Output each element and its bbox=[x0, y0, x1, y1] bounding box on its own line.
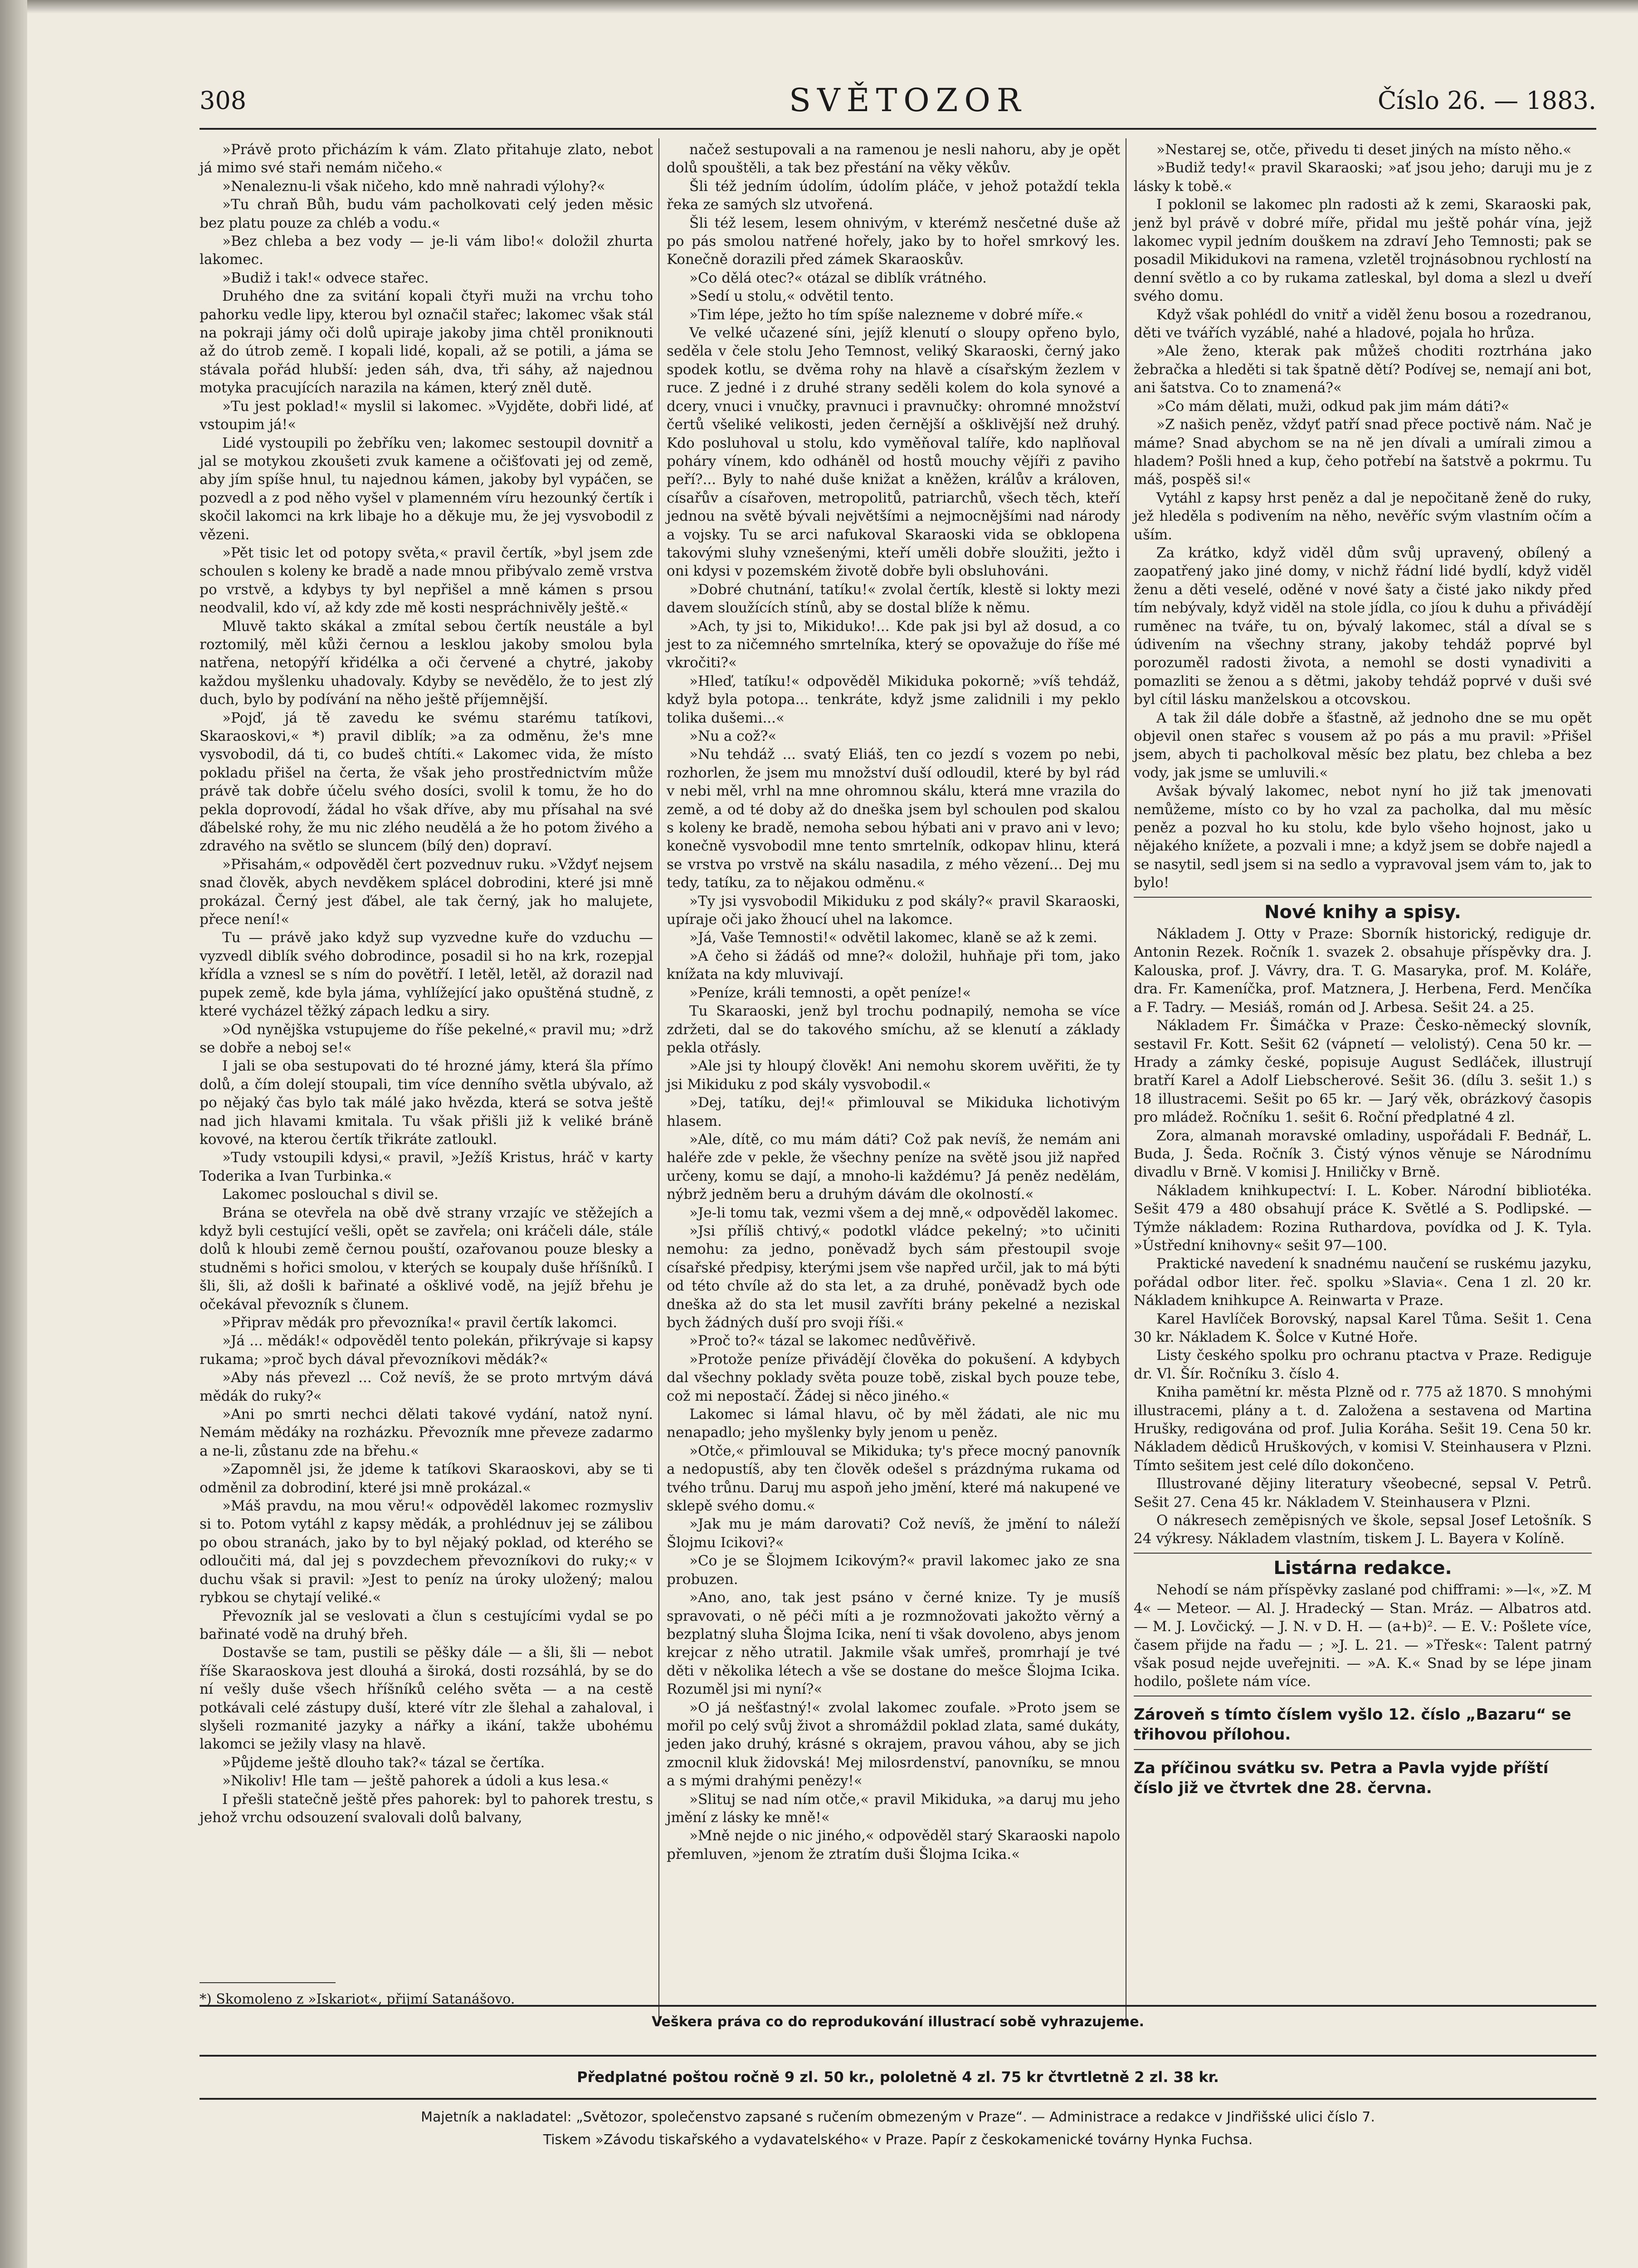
book-entry: Kniha pamětní kr. města Plzně od r. 775 až 1870. S mnohými illustracemi, plány a t. d. Založena a sestavena od Martina Hrušky, redigována od prof. Julia Koráha. Sešit 19. Cena 50 kr. Nákladem dědiců Hruškových, v komisi V. Steinhausera v Plzni. Tímto sešitem jest celé dílo dokončeno. bbox=[1134, 1384, 1592, 1474]
story-paragraph: »Dobré chutnání, tatíku!« zvolal čertík, klestě si lokty mezi davem sloužících stínů, aby se dostal blíže k němu. bbox=[667, 581, 1120, 616]
story-paragraph: »A čeho si žádáš od mne?« doložil, huhňaje při tom, jako knížata na kdy mluvivají. bbox=[667, 948, 1120, 983]
story-paragraph: »Aby nás převezl ... Což nevíš, že se proto mrtvým dává mědák do ruky?« bbox=[200, 1369, 653, 1404]
story-paragraph: »Co je se Šlojmem Icikovým?« pravil lakomec jako ze sna probuzen. bbox=[667, 1553, 1120, 1588]
story-paragraph: »Otče,« přimlouval se Mikiduka; ty's přece mocný panovník a nedopustíš, aby ten člověk odešel s prázdnýma rukama od tvého trůnu. Daruj mu aspoň jeho jmění, které má nakupené ve sklepě svého domu.« bbox=[667, 1442, 1120, 1515]
books-section-title: Nové knihy a spisy. bbox=[1264, 901, 1461, 923]
footer-rule-2 bbox=[200, 2055, 1596, 2057]
book-entry: Listy českého spolku pro ochranu ptactva v Praze. Rediguje dr. Vl. Šír. Ročníku 3. číslo 4. bbox=[1134, 1347, 1592, 1382]
story-paragraph: »Z našich peněz, vždyť patří snad přece poctivě nám. Nač je máme? Snad abychom se na ně jen dívali a umírali zimou a hladem? Pošli hned a kup, čeho potřebí na šatstvě a pokrmu. Tu máš, pospěš si!« bbox=[1134, 416, 1592, 488]
scan-shadow-top bbox=[0, 0, 1638, 14]
story-paragraph: »Protože peníze přivádějí člověka do pokušení. A kdybych dal všechny poklady světa pouze tobě, ziskal bych pouze tebe, což mi nepostačí. Žádej si něco jiného.« bbox=[667, 1351, 1120, 1404]
listarna-text: Nehodí se nám příspěvky zaslané pod chifframi: »—l«, »Z. M 4« — Meteor. — Al. J. Hradecký — Stan. Mráz. — Albatros atd. — M. J. Lovčický. — J. N. v D. H. — (a+b)². — E. V.: Pošlete více, časem přijde na řadu — ; »J. L. 21. — »Třesk«: Talent patrný však posud nejde uveřejniti. — »A. K.« Snad by se lépe jinam hodilo, pošlete nám více. bbox=[1134, 1582, 1592, 1690]
column-3 bbox=[1134, 141, 1592, 1798]
story-paragraph: »Ty jsi vysvobodil Mikiduku z pod skály?« pravil Skaraoski, upíraje oči jako žhoucí uhel na lakomce. bbox=[667, 893, 1120, 928]
story-paragraph: »Dej, tatíku, dej!« přimlouval se Mikiduka lichotivým hlasem. bbox=[667, 1095, 1120, 1129]
story-paragraph: Brána se otevřela na obě dvě strany vrzajíc ve stěžejích a když byli cestující vešli, opět se zavřela; oni kráčeli dále, stále dolů k hloubi země černou pouští, ozařovanou pouze blesky a studněmi s hořici smolou, v kterých se koupaly duše hříšníků. I šli, šli, až došli k bařinaté a ošklivé vodě, na jejíž břehu je očekával převozník s člunem. bbox=[200, 1204, 653, 1313]
story-paragraph: »Hleď, tatíku!« odpověděl Mikiduka pokorně; »víš tehdáž, když byla potopa... tenkráte, když jsme zalidnili i my peklo tolika dušemi...« bbox=[667, 673, 1120, 726]
story-paragraph: Lakomec poslouchal s divil se. bbox=[222, 1186, 439, 1203]
story-paragraph: »Nu a což?« bbox=[689, 728, 777, 744]
rights-notice: Veškera práva co do reprodukování illustrací sobě vyhrazujeme. bbox=[651, 2014, 1145, 2030]
issue-number: Číslo 26. — 1883. bbox=[1377, 86, 1596, 115]
story-paragraph: Avšak bývalý lakomec, nebot nyní ho již tak jmenovati nemůžeme, místo co by ho vzal za pacholka, dal mu měsíc peněz a pozval ho ku stolu, kde bylo všeho hojnost, jako u nějakého knížete, a pozvali i mne; a když jsem se dobře najedl a se nasytil, sedl jsem si na sedlo a vypravoval jsem vám to, jak to bylo! bbox=[1134, 783, 1592, 891]
masthead-title: SVĚTOZOR bbox=[789, 82, 1027, 119]
story-paragraph: Šli též jedním údolím, údolím pláče, v jehož potaždí tekla řeka ze samých slz utvořená. bbox=[667, 178, 1120, 213]
story-paragraph: »Sedí u stolu,« odvětil tento. bbox=[689, 288, 894, 305]
footer-rule-3 bbox=[200, 2098, 1596, 2100]
story-paragraph: »Tu chraň Bůh, budu vám pacholkovati celý jeden měsic bez platu pouze za chléb a vodu.« bbox=[200, 196, 653, 231]
story-paragraph: »Bez chleba a bez vody — je-li vám libo!« doložil zhurta lakomec. bbox=[200, 233, 653, 268]
story-paragraph: Když však pohlédl do vnitř a viděl ženu bosou a rozedranou, děti ve tvářích vyzáblé, nahé a hladové, pojala ho hrůza. bbox=[1134, 306, 1592, 342]
book-entry: Praktické navedení k snadnému naučení se ruskému jazyku, pořádal odbor liter. řeč. spolku »Slavia«. Cena 1 zl. 20 kr. Nákladem knihkupce A. Reinwarta v Praze. bbox=[1134, 1256, 1592, 1309]
story-paragraph: »Půjdeme ještě dlouho tak?« tázal se čertíka. bbox=[222, 1754, 545, 1771]
story-paragraph: »Nenaleznu-li však ničeho, kdo mně nahradi výlohy?« bbox=[222, 178, 605, 195]
story-paragraph: Lakomec si lámal hlavu, oč by měl žádati, ale nic mu nenapadlo; jeho myšlenky byly jenom u peněz. bbox=[667, 1406, 1120, 1441]
story-paragraph: »Ano, ano, tak jest psáno v černé knize. Ty je musíš spravovati, o ně péči míti a je rozmnožovati jakožto věrný a bezplatný sluha Šlojma Icika, není ti však dovoleno, abys jenom krejcar z něho utratil. Jakmile však umřeš, promrhají je tvé děti v několika létech a vše se dostane do mešce Šlojma Icika. Rozuměl jsi mi nyní?« bbox=[667, 1589, 1120, 1698]
story-paragraph: »Je-li tomu tak, vezmi všem a dej mně,« odpověděl lakomec. bbox=[689, 1204, 1119, 1221]
story-paragraph: »Máš pravdu, na mou věru!« odpověděl lakomec rozmysliv si to. Potom vytáhl z kapsy mědák, a prohlédnuv jej se zálibou po obou stranách, jako by to byl nějaký poklad, od kterého se odloučiti má, dal jej s povzdechem převozníkovi do ruky;« v duchu však si pravil: »Jest to peníz na úroky uložený; malou rybkou se chytají veliké.« bbox=[200, 1498, 653, 1606]
story-paragraph: »Ach, ty jsi to, Mikiduko!... Kde pak jsi byl až dosud, a co jest to za ničemného smrtelníka, který se opovažuje do říše mé vkročiti?« bbox=[667, 618, 1120, 671]
story-paragraph: »Ale, dítě, co mu mám dáti? Což pak nevíš, že nemám ani haléře zde v pekle, že všechny peníze na světě jsou již napřed určeny, komu se dají, a mnoho-li každému? Já peněz nedělám, nýbrž jedněm beru a druhým dávám dle okolností.« bbox=[667, 1131, 1120, 1203]
story-paragraph: »Mně nejde o nic jiného,« odpověděl starý Skaraoski napolo přemluven, »jenom že ztratím duši Šlojma Icika.« bbox=[667, 1828, 1120, 1862]
story-paragraph: A tak žil dále dobře a šťastně, až jednoho dne se mu opět objevil onen stařec s vousem až po pás a mu pravil: »Přišel jsem, abych ti pacholkoval měsíc bez platu, bez chleba a bez vody, jak jsme se umluvili.« bbox=[1134, 709, 1592, 781]
book-entry: O nákresech zeměpisných ve škole, sepsal Josef Letošník. S 24 výkresy. Nákladem vlastním, tiskem J. L. Bayera v Kolíně. bbox=[1134, 1512, 1592, 1547]
subscription-line: Předplatné poštou ročně 9 zl. 50 kr., pololetně 4 zl. 75 kr čtvrtletně 2 zl. 38 kr. bbox=[577, 2068, 1219, 2086]
page-header bbox=[200, 82, 1596, 132]
story-paragraph: »Tu jest poklad!« myslil si lakomec. »Vyjděte, dobři lidé, ať vstoupim já!« bbox=[200, 398, 653, 433]
book-entry: Illustrované dějiny literatury všeobecné, sepsal V. Petrů. Sešit 27. Cena 45 kr. Nákladem V. Steinhausera v Plzni. bbox=[1134, 1476, 1592, 1510]
story-paragraph: Dostavše se tam, pustili se pěšky dále — a šli, šli — nebot říše Skaraoskova jest dlouhá a široká, dosti rozsáhlá, by se do ní vešly duše všech hříšníků celého světa — a na cestě potkávali celé zástupy duší, které vítr zle šlehal a zahaloval, i slyšeli rozmanité jazyky a nářky a ikání, takže ubohému lakomci se ježily vlasy na hlavě. bbox=[200, 1644, 653, 1753]
story-paragraph: »Budiž tedy!« pravil Skaraoski; »ať jsou jeho; daruji mu je z lásky k tobě.« bbox=[1134, 160, 1592, 195]
story-paragraph: »Jak mu je mám darovati? Což nevíš, že jmění to náleží Šlojmu Icikovi?« bbox=[667, 1516, 1120, 1551]
story-paragraph: I poklonil se lakomec pln radosti až k zemi, Skaraoski pak, jenž byl právě v dobré míře, přidal mu ještě pohár vína, jejž lakomec vypil jedním douškem na zdraví Jeho Temnosti; pak se posadil Mikidukovi na ramena, vzletěl trojnásobnou rychlostí na denní světlo a co by rukama zatleskal, byl doma a slezl u dveří svého domu. bbox=[1134, 196, 1592, 305]
story-paragraph: »Jsi příliš chtivý,« podotkl vládce pekelný; »to učiniti nemohu: za jedno, poněvadž bych sám přestoupil svoje císařské předpisy, kterými jsem vše napřed určil, jak to má býti od této chvíle až do sta let, a za druhé, poněvadž bych ode dneška až do sta let musil zavříti brány pekelné a neziskal bych žádných duší pro svoji říši.« bbox=[667, 1222, 1120, 1331]
scan-shadow-left bbox=[0, 0, 27, 2268]
book-entry: Zora, almanah moravské omladiny, uspořádali F. Bednář, L. Buda, J. Šeda. Ročník 3. Čistý výnos věnuje se Národnímu divadlu v Brně. V komisi J. Hniličky v Brně. bbox=[1134, 1127, 1592, 1181]
story-paragraph: Tu — právě jako když sup vyzvedne kuře do vzduchu — vyzvedl diblík svého dobrodince, posadil si ho na krk, rozepjal křídla a vznesl se s ním do povětří. I letěl, letěl, až dorazil nad pupek země, kde byla jáma, vyhlížející jako opuštěná studně, z které vycházel těžký zápach ledku a siry. bbox=[200, 929, 653, 1020]
footer-rule-1 bbox=[200, 2005, 1596, 2007]
story-paragraph: »Proč to?« tázal se lakomec nedůvěřivě. bbox=[689, 1333, 976, 1349]
notice-rule-2 bbox=[1134, 1749, 1592, 1750]
book-entry: Nákladem Fr. Šimáčka v Praze: Česko-německý slovník, sestavil Fr. Kott. Sešit 62 (vápnetí — velolistý). Cena 50 kr. — Hrady a zámky české, popisuje August Sedláček, illustrují bratří Karel a Adolf Liebscherové. Sešit 36. (dílu 3. sešit 1.) s 18 illustracemi. Sešit po 65 kr. — Jarý věk, obrázkový časopis pro mládež. Ročníku 1. sešit 6. Roční předplatné 4 zl. bbox=[1134, 1017, 1592, 1126]
publisher-line: Majetník a nakladatel: „Světozor, společenstvo zapsané s ručením obmezeným v Praze“. — Administrace a redakce v Jindřišské ulici číslo 7. bbox=[421, 2109, 1375, 2125]
story-paragraph: »Připrav mědák pro převozníka!« pravil čertík lakomci. bbox=[222, 1315, 618, 1331]
page-number: 308 bbox=[200, 86, 247, 115]
footnote: *) Skomoleno z »Iskariot«, přijmí Satanášovo. bbox=[200, 1991, 515, 2007]
story-paragraph: Za krátko, když viděl dům svůj upravený, obílený a zaopatřený jako jiné domy, v nichž řádní lidé bydlí, když viděl ženu a děti veselé, oděné v nové šaty a čisté jako nikdy před tím nebývaly, když viděl na stole jídla, co jíou k duhu a přivádějí ruměnec na tváře, tu on, bývalý lakomec, stál a díval se s údivením na všechny strany, jakoby tehdáž poprvé byl porozuměl radosti života, a nemohl se dosti vynadiviti a pomazliti se ženou a s dětmi, jakoby tehdáž poprvé v duši své byl cítil lásku manželskou a otcovskou. bbox=[1134, 544, 1592, 708]
story-paragraph: »Od nynějška vstupujeme do říše pekelné,« pravil mu; »drž se dobře a neboj se!« bbox=[200, 1021, 653, 1056]
story-paragraph: »Nu tehdáž ... svatý Eliáš, ten co jezdí s vozem po nebi, rozhorlen, že jsem mu množství duší odloudil, které by byl rád v nebi měl, vrhl na mne ohromnou skálu, která mne vrazila do země, a od té doby až do dneška jsem byl schoulen pod skalou s koleny ke bradě, nemoha sebou hýbati ani v pravo ani v levo; konečně vysvobodil mne tento smrtelník, odkopav hlinu, která se vrstva po vrstvě na skálu nasadila, z mého vězení... Dej mu tedy, tatíku, za to nějakou odměnu.« bbox=[667, 746, 1120, 891]
holiday-notice: Za příčinou svátku sv. Petra a Pavla vyjde příští číslo již ve čtvrtek dne 28. června. bbox=[1134, 1759, 1549, 1797]
column-divider-1 bbox=[658, 138, 659, 2025]
story-paragraph: Ve velké učazené síni, jejíž klenutí o sloupy opřeno bylo, seděla v čele stolu Jeho Temnost, veliký Skaraoski, černý jako spodek kotlu, se dvěma rohy na hlavě a císařským žezlem v ruce. Z jedné i z druhé strany seděli kolem do kola synové a dcery, vnuci i vnučky, pravnuci i pravnučky: ohromné množství čertů všeliké velikosti, jeden černější a ošklivější než druhý. Kdo posluhoval u stolu, kdo vyměňoval talíře, kdo naplňoval poháry vínem, kdo odháněl od hostů mouchy vějíři z paviho peří?... Byly to nahé duše knižat a kněžen, králův a královen, císařův a císařoven, metropolitů, patriarchů, všech těch, kteří jednou na světě bývali největšími a nejmocnějšími nad národy a vojsky. Tu se arci nafukoval Skaraoski vida se obklopena takovými sluhy vznešenými, kteří uměli dobře sloužiti, ježto i oni kdysi v pozemském životě dobře byli obsluhováni. bbox=[667, 325, 1120, 580]
books-list bbox=[1134, 925, 1592, 1548]
story-paragraph: »Přisahám,« odpověděl čert pozvednuv ruku. »Vždyť nejsem snad člověk, abych nevděkem splácel dobrodini, které jsi mně prokázal. Černý jest ďábel, ale tak černý, jak ho malujete, přece není!« bbox=[200, 856, 653, 928]
story-paragraph: »Ale jsi ty hloupý člověk! Ani nemohu skorem uvěřiti, že ty jsi Mikiduku z pod skály vysvobodil.« bbox=[667, 1058, 1120, 1093]
bazar-notice: Zároveň s tímto číslem vyšlo 12. číslo „Bazaru“ se třihovou přílohou. bbox=[1134, 1705, 1571, 1744]
story-paragraph: »Ale ženo, kterak pak můžeš choditi roztrhána jako žebračka a hleděti si tak špatně dětí? Podívej se, nemají ani bot, ani šatstva. Co to znamená?« bbox=[1134, 343, 1592, 396]
story-paragraph: Lidé vystoupili po žebříku ven; lakomec sestoupil dovnitř a jal se motykou zkoušeti zvuk kamene a očišťovati jej od země, aby jím spíše hnul, tu najednou kámen, jakoby byl vypáčen, se pozvedl a z pod něho vyšel v plamenném víru hezounký čertík i skočil lakomci na krk libaje ho a děkuje mu, že jej vysvobodil z vězeni. bbox=[200, 435, 653, 543]
book-entry: Nákladem knihkupectví: I. L. Kober. Národní bibliotéka. Sešit 479 a 480 obsahují práce K. Světlé a S. Podlipské. — Týmže nákladem: Rozina Ruthardova, povídka od J. K. Tyla. »Ústřední knihovny« sešit 97—100. bbox=[1134, 1182, 1592, 1254]
story-paragraph: Tu Skaraoski, jenž byl trochu podnapilý, nemoha se více zdržeti, dal se do takového smíchu, až se klenutí a základy pekla otřásly. bbox=[667, 1003, 1120, 1056]
story-paragraph: I jali se oba sestupovati do té hrozné jámy, která šla přímo dolů, a čím dolejí stoupali, tim více denního světla ubývalo, až po nějaký čas bylo tak málé jako hvězda, která se sotva ještě nad jich hlavami kmitala. Tu však přišli již k veliké bráně kovové, na kterou čertík třikráte zatloukl. bbox=[200, 1058, 653, 1148]
book-entry: Karel Havlíček Borovský, napsal Karel Tůma. Sešit 1. Cena 30 kr. Nákladem K. Šolce v Kutné Hoře. bbox=[1134, 1310, 1592, 1345]
books-rule bbox=[1134, 897, 1592, 898]
story-column-3 bbox=[1134, 141, 1592, 892]
story-paragraph: »Co dělá otec?« otázal se diblík vrátného. bbox=[689, 269, 987, 286]
story-paragraph: »Nikoliv! Hle tam — ještě pahorek a údoli a kus lesa.« bbox=[222, 1773, 609, 1789]
story-paragraph: načež sestupovali a na ramenou je nesli nahoru, aby je opět dolů spouštěli, a tak bez přestání na věky věkův. bbox=[667, 142, 1120, 176]
listarna-title: Listárna redakce. bbox=[1273, 1557, 1452, 1579]
story-paragraph: »Zapomněl jsi, že jdeme k tatíkovi Skaraoskovi, aby se ti odměnil za dobrodiní, které jsi mně prokázal.« bbox=[200, 1461, 653, 1496]
story-paragraph: »Peníze, králi temnosti, a opět peníze!« bbox=[689, 984, 971, 1001]
story-paragraph: »Nestarej se, otče, přivedu ti deset jiných na místo něho.« bbox=[1156, 142, 1572, 158]
story-paragraph: Mluvě takto skákal a zmítal sebou čertík neustále a byl roztomilý, měl kůži černou a lesklou jakoby smolou byla natřena, netopýří křidélka a oči červené a chytré, jakoby každou myšlenku uhadovaly. Kdyby se nevědělo, že to jest zlý duch, bylo by podívání na něho ještě příjemnější. bbox=[200, 618, 653, 708]
story-paragraph: »Pět tisic let od potopy světa,« pravil čertík, »byl jsem zde schoulen s koleny ke bradě a nade mnou přibývalo země vrstva po vrstvě, a kdybys ty byl nepřišel a mně kámen s prsou neodvalil, kdo ví, až kdy zde mě kosti nespráchnivěly ještě.« bbox=[200, 544, 653, 616]
story-column-2 bbox=[667, 141, 1120, 1863]
story-paragraph: »Budiž i tak!« odvece stařec. bbox=[222, 269, 429, 286]
story-paragraph: »Ani po smrti nechci dělati takové vydání, natož nyní. Nemám mědáky na rozházku. Převozník mne převeze zadarmo a ne-li, zůstanu zde na břehu.« bbox=[200, 1406, 653, 1459]
story-paragraph: Převozník jal se veslovati a člun s cestujícími vydal se po bařinaté vodě na druhý břeh. bbox=[200, 1608, 653, 1642]
book-entry: Nákladem J. Otty v Praze: Sborník historický, rediguje dr. Antonin Rezek. Ročník 1. svazek 2. obsahuje příspěvky dra. J. Kalouska, prof. J. Vávry, dra. T. G. Masaryka, prof. M. Koláře, dra. Fr. Kameníčka, prof. Matznera, J. Herbena, Ferd. Menčíka a F. Tadry. — Mesiáš, román od J. Arbesa. Sešit 24. a 25. bbox=[1134, 926, 1592, 1016]
story-paragraph: »O já nešťastný!« zvolal lakomec zoufale. »Proto jsem se mořil po celý svůj život a shromáždil poklad zlata, samé dukáty, jeden jako druhý, krásné s okrajem, pravou váhou, aby se jich zmocnil kluk židovská! Mej milosrdenství, panovníku, se mnou a s mými drahými penězy!« bbox=[667, 1699, 1120, 1789]
story-paragraph: »Právě proto přicházím k vám. Zlato přitahuje zlato, nebot já mimo své staři nemám ničeho.« bbox=[200, 142, 653, 176]
story-paragraph: Druhého dne za svitání kopali čtyři muži na vrchu toho pahorku vedle lipy, kterou byl označil stařec; lakomec však stál na pokraji jámy oči dolů upiraje jakoby jimа chtěl proniknouti až do útrob země. I kopali lidé, kopali, až se potili, a jáma se stávala pořád hlubší: jeden sáh, dva, tři sáhy, až najednou motyka pracujících narazila na kámen, který zněl dutě. bbox=[200, 288, 653, 396]
story-paragraph: I přešli statečně ještě přes pahorek: byl to pahorek trestu, s jehož vrchu odsouzení svalovali dolů balvany, bbox=[200, 1791, 653, 1826]
story-paragraph: »Tudy vstoupili kdysi,« pravil, »Ježíš Kristus, hráč v karty Toderika a Ivan Turbinka.« bbox=[200, 1149, 653, 1184]
footnote-rule bbox=[200, 1982, 336, 1983]
story-column-1 bbox=[200, 141, 653, 1827]
story-paragraph: »Já, Vaše Temnosti!« odvětil lakomec, klaně se až k zemi. bbox=[689, 929, 1097, 946]
printer-line: Tiskem »Závodu tiskařského a vydavatelského« v Praze. Papír z českokamenické továrny Hynka Fuchsa. bbox=[543, 2132, 1253, 2148]
story-paragraph: »Slituj se nad ním otče,« pravil Mikiduka, »a daruj mu jeho jmění z lásky ke mně!« bbox=[667, 1791, 1120, 1826]
header-rule bbox=[200, 128, 1596, 130]
story-paragraph: »Já ... mědák!« odpověděl tento polekán, přikrývaje si kapsy rukama; »proč bych dával převozníkovi mědák?« bbox=[200, 1333, 653, 1368]
listarna-rule bbox=[1134, 1553, 1592, 1554]
story-paragraph: »Tim lépe, ježto ho tím spíše nalezneme v dobré míře.« bbox=[689, 306, 1084, 323]
story-paragraph: »Pojď, já tě zavedu ke svému starému tatíkovi, Skaraoskovi,« *) pravil diblík; »a za odměnu, že's mne vysvobodil, dá ti, co budeš chtíti.« Lakomec vida, že místo pokladu přišel na čerta, že však jeho prostřednictvím může právě tak dobře účelu svého dosíci, svolil k tomu, že ho do pekla doprovodí, žádal ho však dříve, aby mu přísahal na své ďábelské rohy, že mu nic zlého neudělá a že ho potom živého a zdravého na světlo se sluncem (bílý den) dopraví. bbox=[200, 709, 653, 855]
story-paragraph: Vytáhl z kapsy hrst peněz a dal je nepočitaně ženě do ruky, jež hleděla s podivením na něho, nevěříc svým vlastním očím a uším. bbox=[1134, 489, 1592, 543]
story-paragraph: »Co mám dělati, muži, odkud pak jim mám dáti?« bbox=[1156, 398, 1510, 415]
story-paragraph: Šli též lesem, lesem ohnivým, v kterémž nesčetné duše až po pás smolou natřené hořely, jako by to hořel smrkový les. Konečně dorazili před zámek Skaraoskův. bbox=[667, 215, 1120, 268]
